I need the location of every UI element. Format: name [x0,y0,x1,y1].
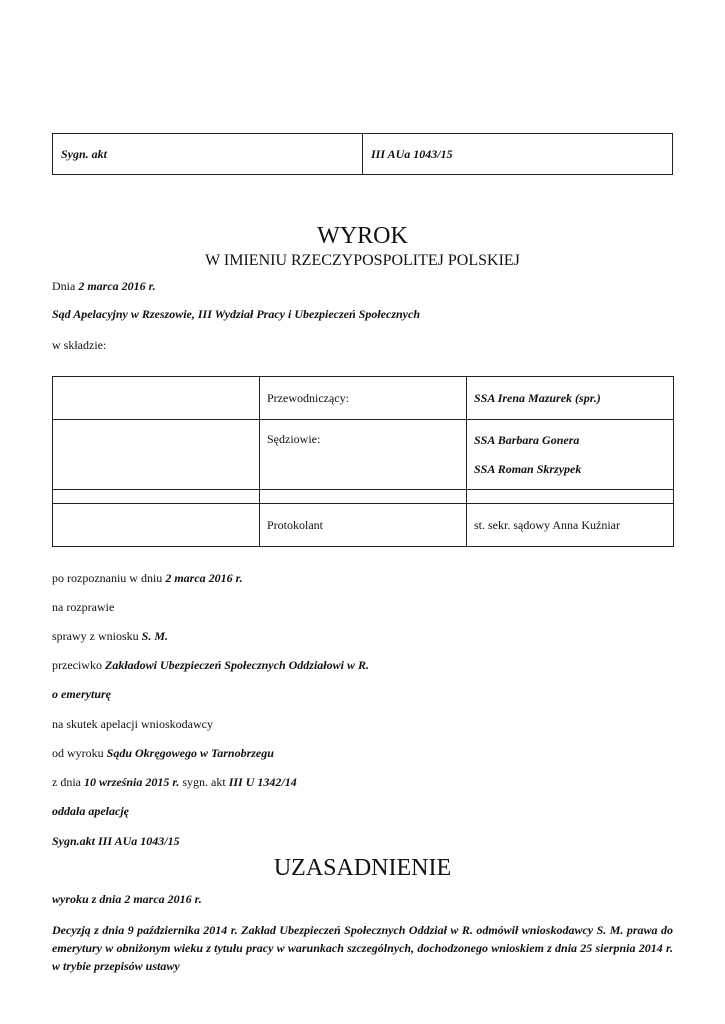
composition-spacer-cell [260,490,467,504]
composition-table [52,376,674,547]
signature-label: Sygn. akt [53,134,363,175]
judgment-prefix: od wyroku [52,746,107,760]
presiding-label: Przewodniczący: [260,377,467,420]
clerk-name: st. sekr. sądowy Anna Kuźniar [467,504,674,547]
judgment-date-line [52,774,297,790]
signature-value: III AUa 1043/15 [363,134,673,175]
case-party: S. M. [141,629,168,643]
composition-spacer-cell [53,490,260,504]
case-line [52,628,168,644]
judgment-date-value: 10 września 2015 r. [84,775,180,789]
clerk-label: Protokolant [260,504,467,547]
judge-name: SSA Barbara Gonera [474,433,580,447]
appeal-line: na skutek apelacji wnioskodawcy [52,717,213,731]
considered-date: 2 marca 2016 r. [165,571,243,585]
considered-line [52,570,243,586]
composition-empty-cell [53,504,260,547]
justification-heading: UZASADNIENIE [273,855,452,881]
signature-table [52,133,673,175]
judgment-subtitle: W IMIENIU RZECZYPOSPOLITEJ POLSKIEJ [205,252,520,269]
against-prefix: przeciwko [52,658,105,672]
judgment-court: Sądu Okręgowego w Tarnobrzegu [106,746,274,760]
justification-subheading: wyroku z dnia 2 marca 2016 r. [52,892,202,906]
judgment-date: 2 marca 2016 r. [78,279,156,293]
case-prefix: sprawy z wniosku [52,629,142,643]
composition-empty-cell [53,420,260,490]
composition-label: w składzie: [52,338,107,352]
judgment-ref-prefix: sygn. akt [179,775,229,789]
hearing-line: na rozprawie [52,600,115,614]
date-prefix: Dnia [52,279,79,293]
date-line [52,278,156,294]
considered-prefix: po rozpoznaniu w dniu [52,571,166,585]
court-name: Sąd Apelacyjny w Rzeszowie, III Wydział Pracy i Ubezpieczeń Społecznych [52,307,420,321]
ruling-line: oddala apelację [52,804,129,818]
judge-name: SSA Roman Skrzypek [474,462,582,476]
judgment-ref: III U 1342/14 [228,775,297,789]
subject-line: o emeryturę [52,687,111,701]
composition-empty-cell [53,377,260,420]
judgment-title: WYROK [317,223,408,249]
against-party: Zakładowi Ubezpieczeń Społecznych Oddziałowi w R. [104,658,369,672]
judges-cell [467,420,674,490]
composition-spacer-cell [467,490,674,504]
judges-label: Sędziowie: [260,420,467,490]
judgment-line [52,745,274,761]
presiding-judge: SSA Irena Mazurek (spr.) [467,377,674,420]
justification-paragraph: Decyzją z dnia 9 października 2014 r. Zakład Ubezpieczeń Społecznych Oddział w R. odmówił wnioskodawcy S. M. prawa do emerytury w obniżonym wieku z tytułu pracy w warunkach szczególnych, dochodzonego wnioskiem z dnia 25 sierpnia 2014 r. w trybie przepisów ustawy [52,923,673,973]
judgment-date-prefix: z dnia [52,775,84,789]
reference-line: Sygn.akt III AUa 1043/15 [52,834,180,848]
against-line [52,657,369,673]
